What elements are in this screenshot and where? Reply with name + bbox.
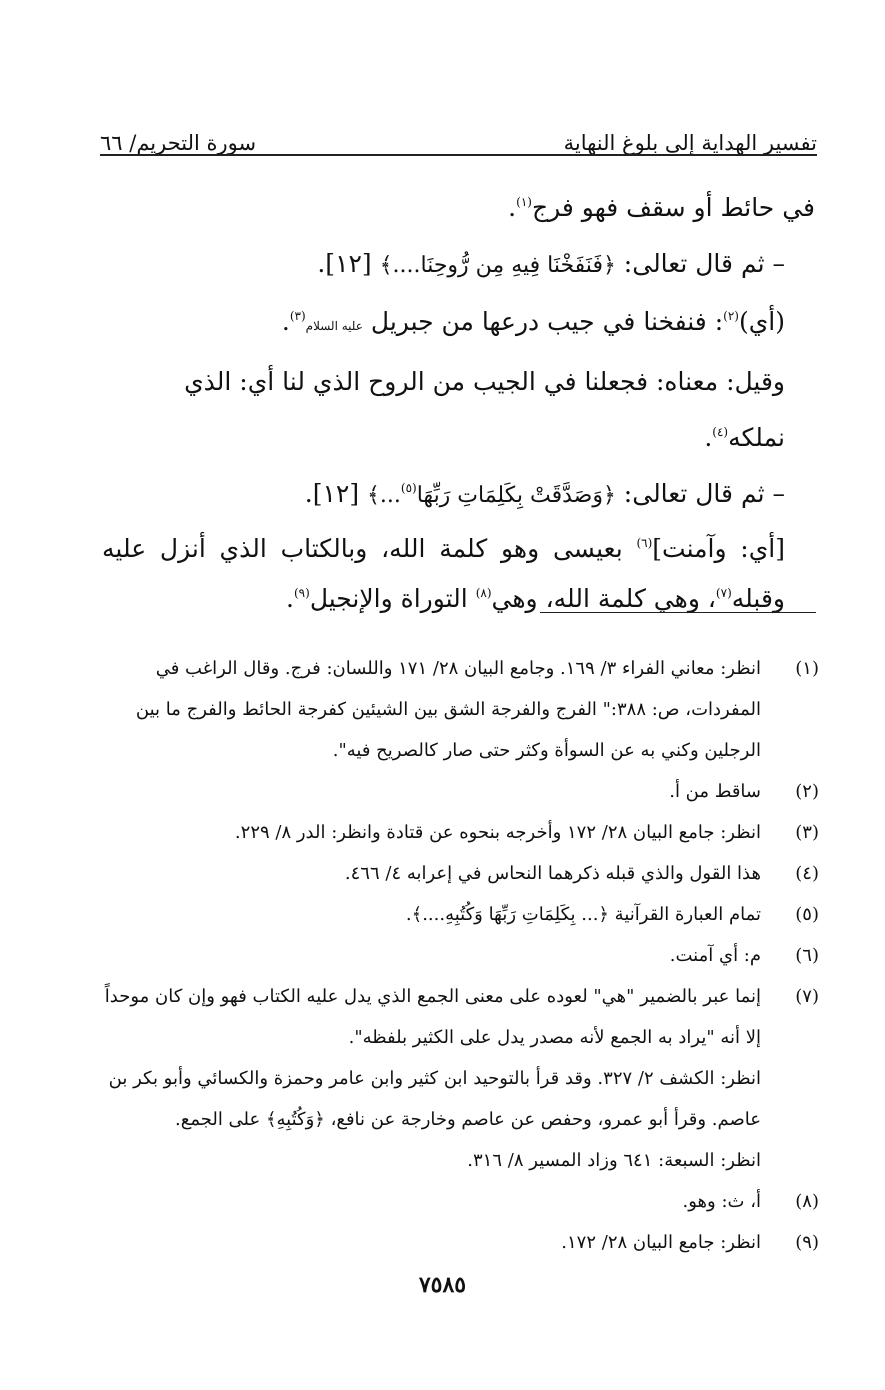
footnote-number: (٥) <box>795 904 819 925</box>
running-header <box>100 112 817 156</box>
verse-number: [١٢]. <box>304 479 368 508</box>
footnote-ref: (٦) <box>636 536 653 550</box>
footnote-line: الرجلين وكني به عن السوأة وكثر حتى صار كالصريح فيه". <box>332 740 761 761</box>
footnote-ref: (٨) <box>475 586 492 600</box>
footnote-line: انظر: جامع البيان ٢٨/ ١٧٢ وأخرجه بنحوه عن قتادة وانظر: الدر ٨/ ٢٢٩. <box>234 822 761 843</box>
book-title: تفسير الهداية إلى بلوغ النهاية <box>563 130 817 155</box>
paragraph-5: – ثم قال تعالى: ﴿وَصَدَّقَتْ بِكَلِمَاتِ رَبِّهَا$^{(٥)}$...﴾ [١٢]. <box>304 479 785 508</box>
footnote-number: (٦) <box>795 945 819 966</box>
footnote-number: (٧) <box>795 986 819 1007</box>
quran-verse: ﴿وَصَدَّقَتْ بِكَلِمَاتِ رَبِّهَا <box>416 483 616 508</box>
footnote-number: (٣) <box>795 822 819 843</box>
footnote-9 <box>104 1222 821 1263</box>
footnote-line: ساقط من أ. <box>669 781 761 802</box>
footnote-number: (٩) <box>795 1232 819 1253</box>
footnote-8 <box>104 1181 821 1222</box>
header-divider <box>100 154 817 156</box>
footnote-ref: (١) <box>516 195 532 209</box>
paragraph-1: في حائط أو سقف فهو فرج$^{(١)}$. <box>508 193 815 222</box>
footnote-number: (٤) <box>795 863 819 884</box>
footnote-ref: (٧) <box>715 586 732 600</box>
page-number: ٧٥٨٥ <box>418 1272 467 1298</box>
footnote-separator <box>540 612 816 613</box>
paragraph-3: (أي)$^{(٢)}$: فنفخنا في جيب درعها من جبريل عليه السلام$^{(٣)}$. <box>281 307 785 336</box>
footnote-line: هذا القول والذي قبله ذكرهما النحاس في إعرابه ٤/ ٤٦٦. <box>344 863 761 884</box>
footnote-3 <box>104 812 821 853</box>
footnote-2 <box>104 771 821 812</box>
footnote-line: تمام العبارة القرآنية ﴿... بِكَلِمَاتِ رَبِّهَا وَكُتُبِهِ....﴾. <box>405 904 761 925</box>
footnote-ref: (٥) <box>400 481 417 495</box>
footnote-ref: (٣) <box>289 309 306 323</box>
footnote-4 <box>104 853 821 894</box>
footnote-line: عاصم. وقرأ أبو عمرو، وحفص عن عاصم وخارجة عن نافع، ﴿وَكُتُبِهِ﴾ على الجمع. <box>175 1109 761 1130</box>
footnote-line: انظر: معاني الفراء ٣/ ١٦٩. وجامع البيان ٢٨/ ١٧١ واللسان: فرج. وقال الراغب في <box>155 658 761 679</box>
footnote-line: م: أي آمنت. <box>669 945 761 966</box>
footnote-line: أ، ث: وهو. <box>682 1191 761 1212</box>
paragraph-6: [أي: وآمنت]$^{(٦)}$ بعيسى وهو كلمة الله، وبالكتاب الذي أنزل عليه وقبله$^{(٧)}$، وهي كلمة الله، وهي$^{(٨)}$ التوراة والإنجيل$^{(٩)}$. <box>102 534 785 613</box>
footnote-line: إنما عبر بالضمير "هي" لعوده على معنى الجمع الذي يدل عليه الكتاب فهو وإن كان موحداً <box>104 986 761 1007</box>
footnote-number: (١) <box>795 658 819 679</box>
footnote-7 <box>104 976 821 1181</box>
paragraph-2: – ثم قال تعالى: ﴿فَنَفَخْنَا فِيهِ مِن رُّوحِنَا....﴾ [١٢]. <box>317 249 785 278</box>
paragraph-4: وقيل: معناه: فجعلنا في الجيب من الروح الذي لنا أي: الذي نملكه$^{(٤)}$. <box>184 367 785 452</box>
honorific-glyph: عليه السلام <box>305 319 363 333</box>
footnote-number: (٢) <box>795 781 819 802</box>
footnotes <box>104 648 821 1263</box>
footnote-number: (٨) <box>795 1191 819 1212</box>
surah-reference: سورة التحريم/ ٦٦ <box>100 130 257 155</box>
footnote-1 <box>104 648 821 771</box>
footnote-line: انظر: جامع البيان ٢٨/ ١٧٢. <box>561 1232 761 1253</box>
footnote-line: انظر: السبعة: ٦٤١ وزاد المسير ٨/ ٣١٦. <box>467 1150 761 1171</box>
main-text <box>102 180 815 624</box>
footnote-line: إلا أنه "يراد به الجمع لأنه مصدر يدل على الكثير بلفظه". <box>348 1027 761 1048</box>
footnote-line: المفردات، ص: ٣٨٨:" الفرج والفرجة الشق بين الشيئين كفرجة الحائط والفرج ما بين <box>135 699 761 720</box>
footnote-6 <box>104 935 821 976</box>
footnote-ref: (٢) <box>723 309 739 323</box>
quran-verse: ﴿فَنَفَخْنَا فِيهِ مِن رُّوحِنَا....﴾ <box>379 253 616 278</box>
verse-number: [١٢]. <box>317 249 380 278</box>
footnote-line: انظر: الكشف ٢/ ٣٢٧. وقد قرأ بالتوحيد ابن كثير وابن عامر وحمزة والكسائي وأبو بكر بن <box>108 1068 761 1089</box>
footnote-5 <box>104 894 821 935</box>
footnote-ref: (٩) <box>293 586 310 600</box>
footnote-ref: (٤) <box>712 425 729 439</box>
